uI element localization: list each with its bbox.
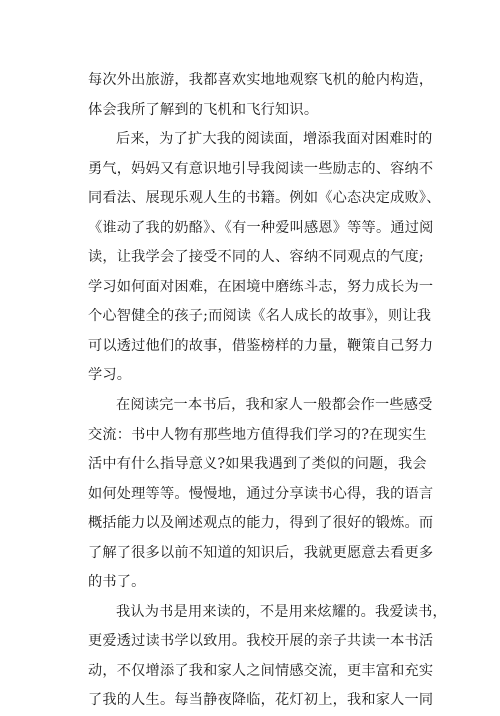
text-line: 了我的人生。每当静夜降临，花灯初上，我和家人一同 xyxy=(88,692,434,709)
text-line: 读，让我学会了接受不同的人、容纳不同观点的气度; xyxy=(88,249,424,266)
text-line: 更爱透过读书学以致用。我校开展的亲子共读一本书活 xyxy=(88,633,434,650)
text-line: 同看法、展现乐观人生的书籍。例如《心态决定成败》、 xyxy=(88,190,441,207)
text-line: 动，不仅增添了我和家人之间情感交流，更丰富和充实 xyxy=(88,662,434,679)
text-line: 我认为书是用来读的，不是用来炫耀的。我爱读书， xyxy=(116,603,447,620)
text-line: 活中有什么指导意义?如果我遇到了类似的问题，我会 xyxy=(88,456,427,473)
text-line: 可以透过他们的故事，借鉴榜样的力量，鞭策自己努力 xyxy=(88,337,434,354)
text-line: 了解了很多以前不知道的知识后，我就更愿意去看更多 xyxy=(88,544,434,561)
text-line: 交流：书中人物有那些地方值得我们学习的?在现实生 xyxy=(88,426,427,443)
text-line: 《谁动了我的奶酪》、《有一种爱叫感恩》等等。通过阅 xyxy=(88,219,434,236)
text-line: 如何处理等等。慢慢地，通过分享读书心得，我的语言 xyxy=(88,485,434,502)
text-line: 每次外出旅游，我都喜欢实地地观察飞机的舱内构造， xyxy=(88,72,434,88)
text-line: 后来，为了扩大我的阅读面，增添我面对困难时的 xyxy=(116,131,433,148)
text-line: 在阅读完一本书后，我和家人一般都会作一些感受 xyxy=(116,397,433,414)
text-line: 概括能力以及阐述观点的能力，得到了很好的锻炼。而 xyxy=(88,515,434,532)
text-line: 个心智健全的孩子;而阅读《名人成长的故事》，则让我 xyxy=(88,308,432,325)
text-line: 的书了。 xyxy=(88,574,146,591)
text-line: 勇气，妈妈又有意识地引导我阅读一些励志的、容纳不 xyxy=(88,160,434,177)
text-line: 学习如何面对困难，在困境中磨练斗志，努力成长为一 xyxy=(88,278,434,295)
document-body xyxy=(88,66,447,716)
text-line: 体会我所了解到的飞机和飞行知识。 xyxy=(88,101,319,118)
text-line: 学习。 xyxy=(88,367,132,384)
